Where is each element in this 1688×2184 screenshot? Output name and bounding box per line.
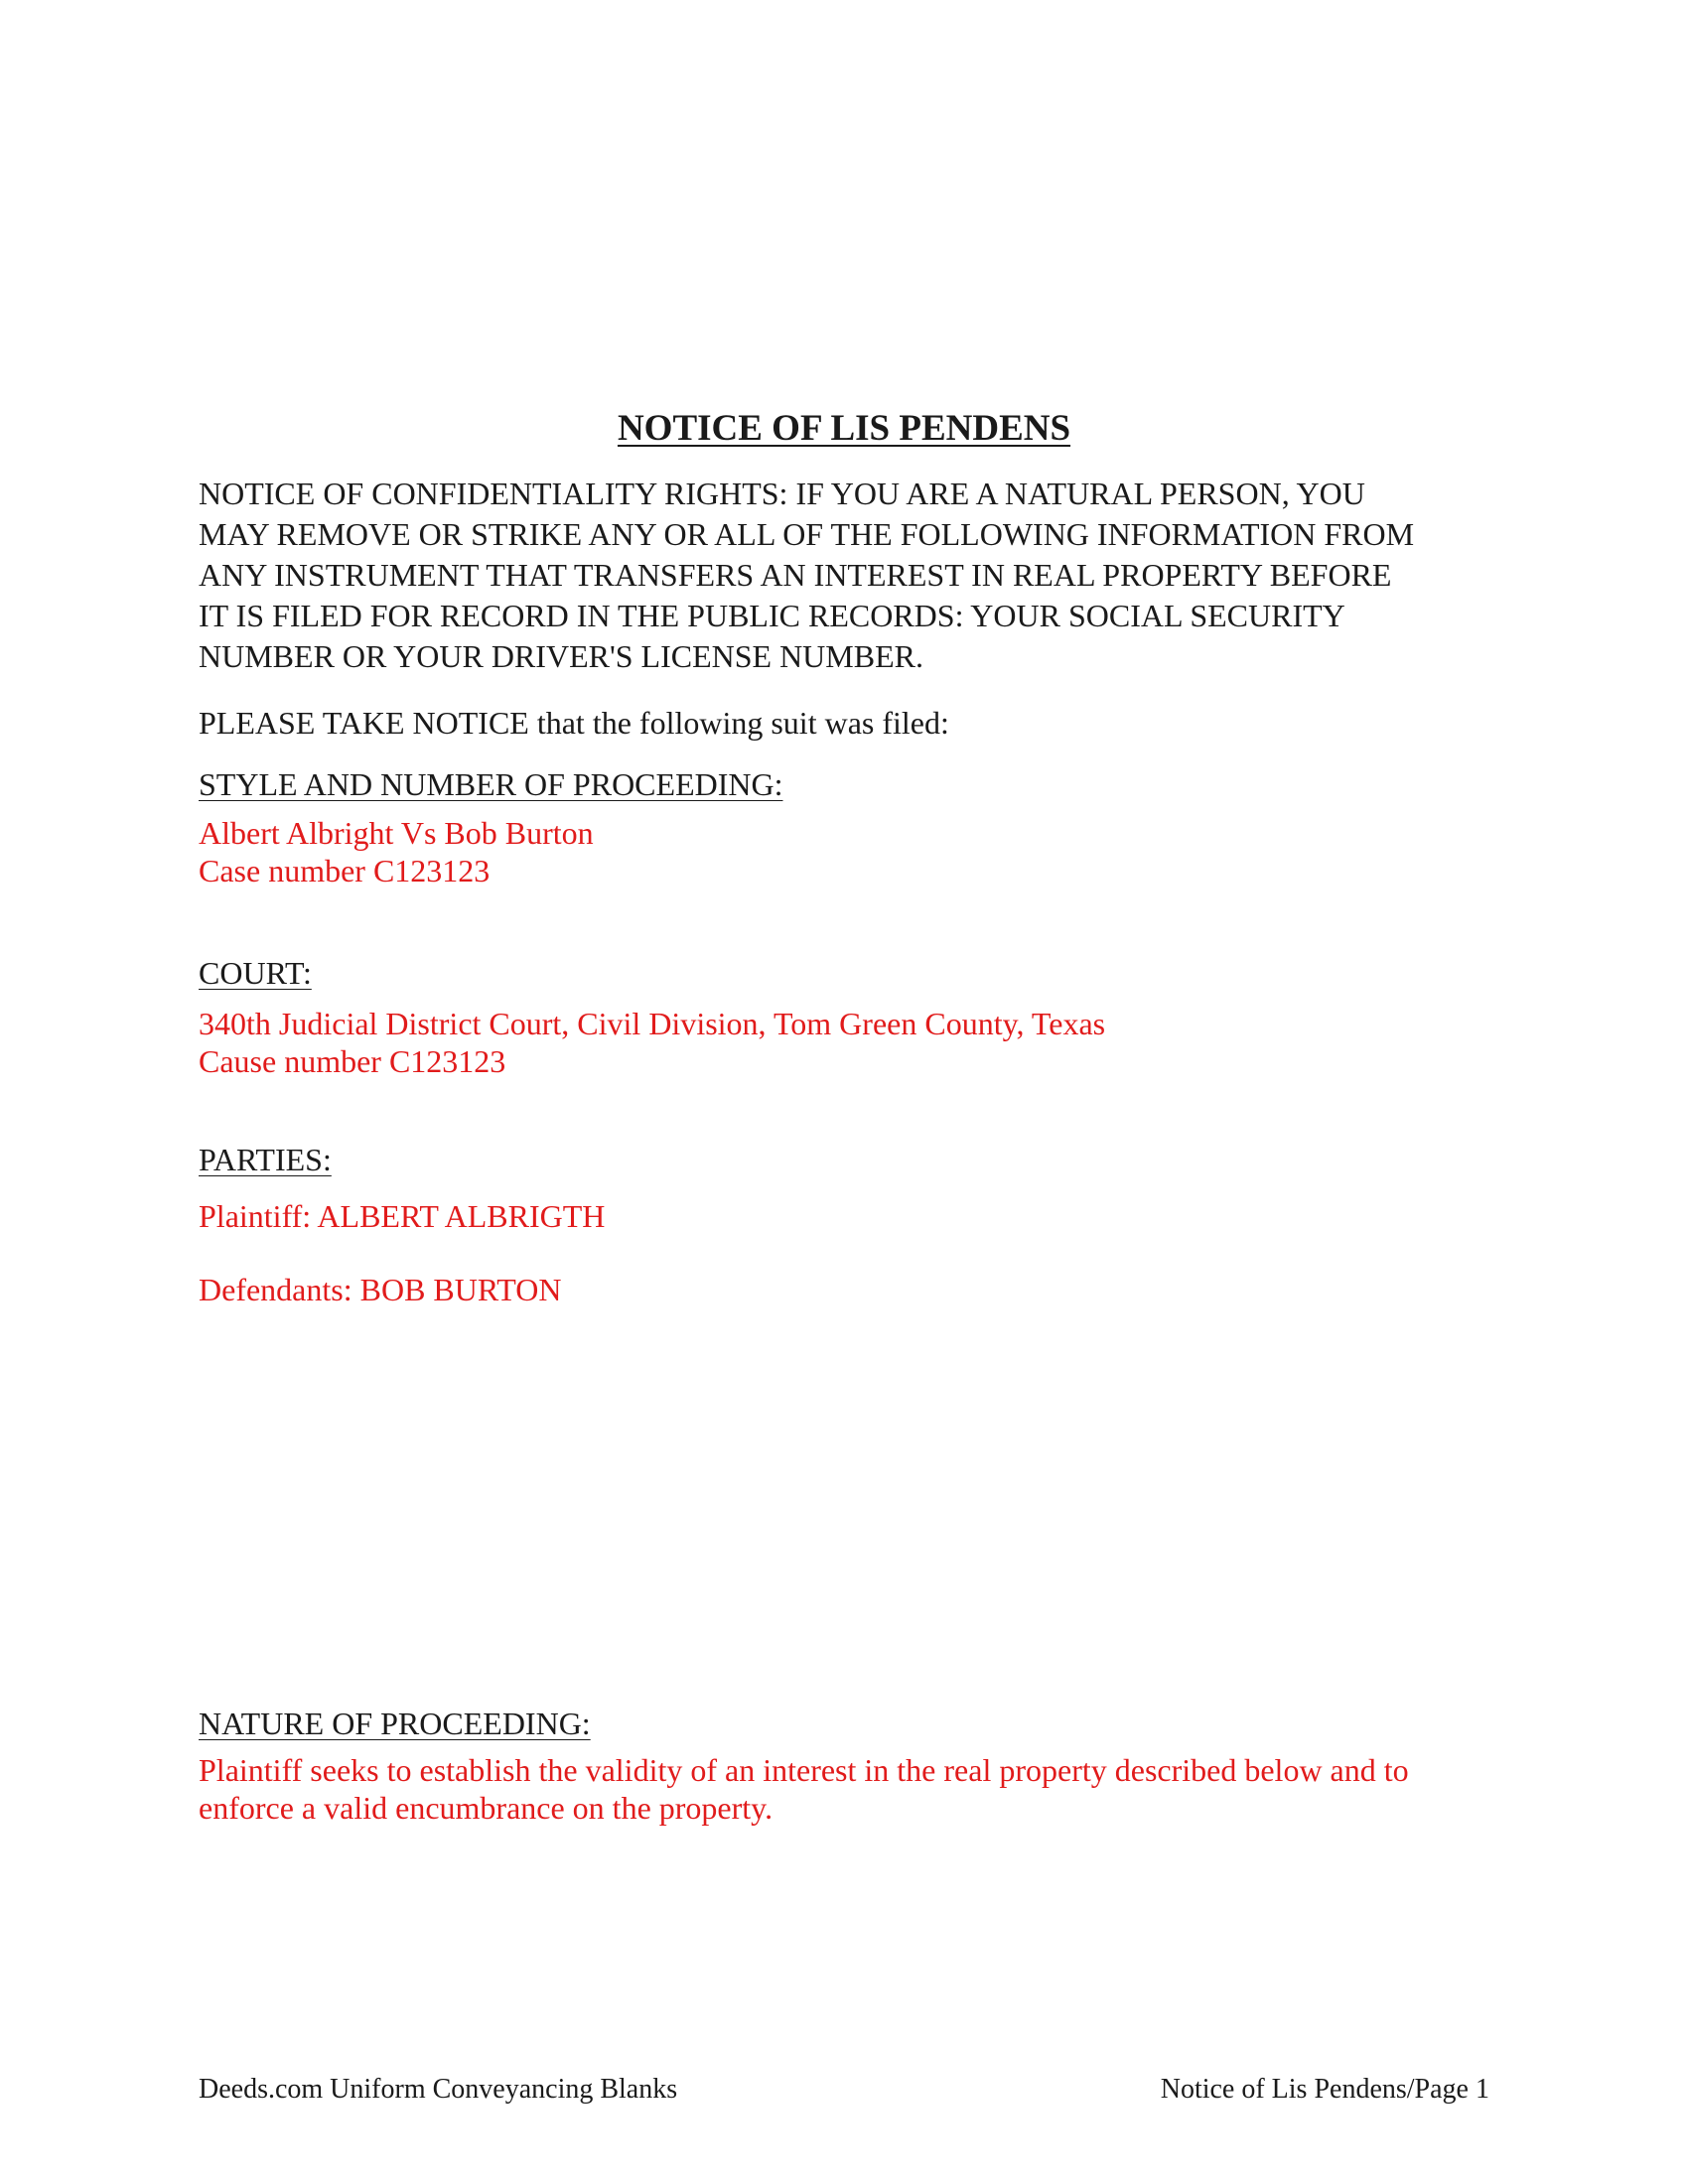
footer-left: Deeds.com Uniform Conveyancing Blanks	[199, 2074, 678, 2105]
confidentiality-notice	[199, 474, 1489, 677]
footer-right: Notice of Lis Pendens/Page 1	[1160, 2074, 1489, 2105]
style-case-title: Albert Albright Vs Bob Burton	[199, 815, 594, 851]
defendants-value: Defendants: BOB BURTON	[199, 1272, 562, 1307]
nature-line: Plaintiff seeks to establish the validity of an interest in the real property described below and to	[199, 1752, 1409, 1788]
confidentiality-line: NOTICE OF CONFIDENTIALITY RIGHTS: IF YOU ARE A NATURAL PERSON, YOU	[199, 476, 1365, 511]
style-section	[199, 764, 1489, 805]
style-heading: STYLE AND NUMBER OF PROCEEDING:	[199, 766, 783, 802]
parties-heading: PARTIES:	[199, 1142, 332, 1177]
style-case-number: Case number C123123	[199, 853, 491, 888]
confidentiality-line: NUMBER OR YOUR DRIVER'S LICENSE NUMBER.	[199, 638, 923, 674]
plaintiff-value: Plaintiff: ALBERT ALBRIGTH	[199, 1198, 606, 1234]
parties-section	[199, 1140, 1489, 1180]
document-title: NOTICE OF LIS PENDENS	[617, 408, 1071, 449]
nature-heading: NATURE OF PROCEEDING:	[199, 1706, 591, 1741]
court-section	[199, 953, 1489, 994]
confidentiality-line: MAY REMOVE OR STRIKE ANY OR ALL OF THE FOLLOWING INFORMATION FROM	[199, 516, 1415, 552]
nature-line: enforce a valid encumbrance on the property.	[199, 1790, 774, 1826]
court-heading: COURT:	[199, 955, 312, 991]
court-values	[199, 1005, 1489, 1080]
take-notice-text: PLEASE TAKE NOTICE that the following suit was filed:	[199, 705, 949, 741]
confidentiality-line: ANY INSTRUMENT THAT TRANSFERS AN INTEREST IN REAL PROPERTY BEFORE	[199, 557, 1392, 593]
court-cause-number: Cause number C123123	[199, 1043, 506, 1079]
nature-section	[199, 1704, 1489, 1744]
confidentiality-line: IT IS FILED FOR RECORD IN THE PUBLIC RECORDS: YOUR SOCIAL SECURITY	[199, 598, 1345, 633]
court-name: 340th Judicial District Court, Civil Division, Tom Green County, Texas	[199, 1006, 1106, 1041]
style-values	[199, 814, 1489, 889]
nature-values	[199, 1751, 1489, 1827]
